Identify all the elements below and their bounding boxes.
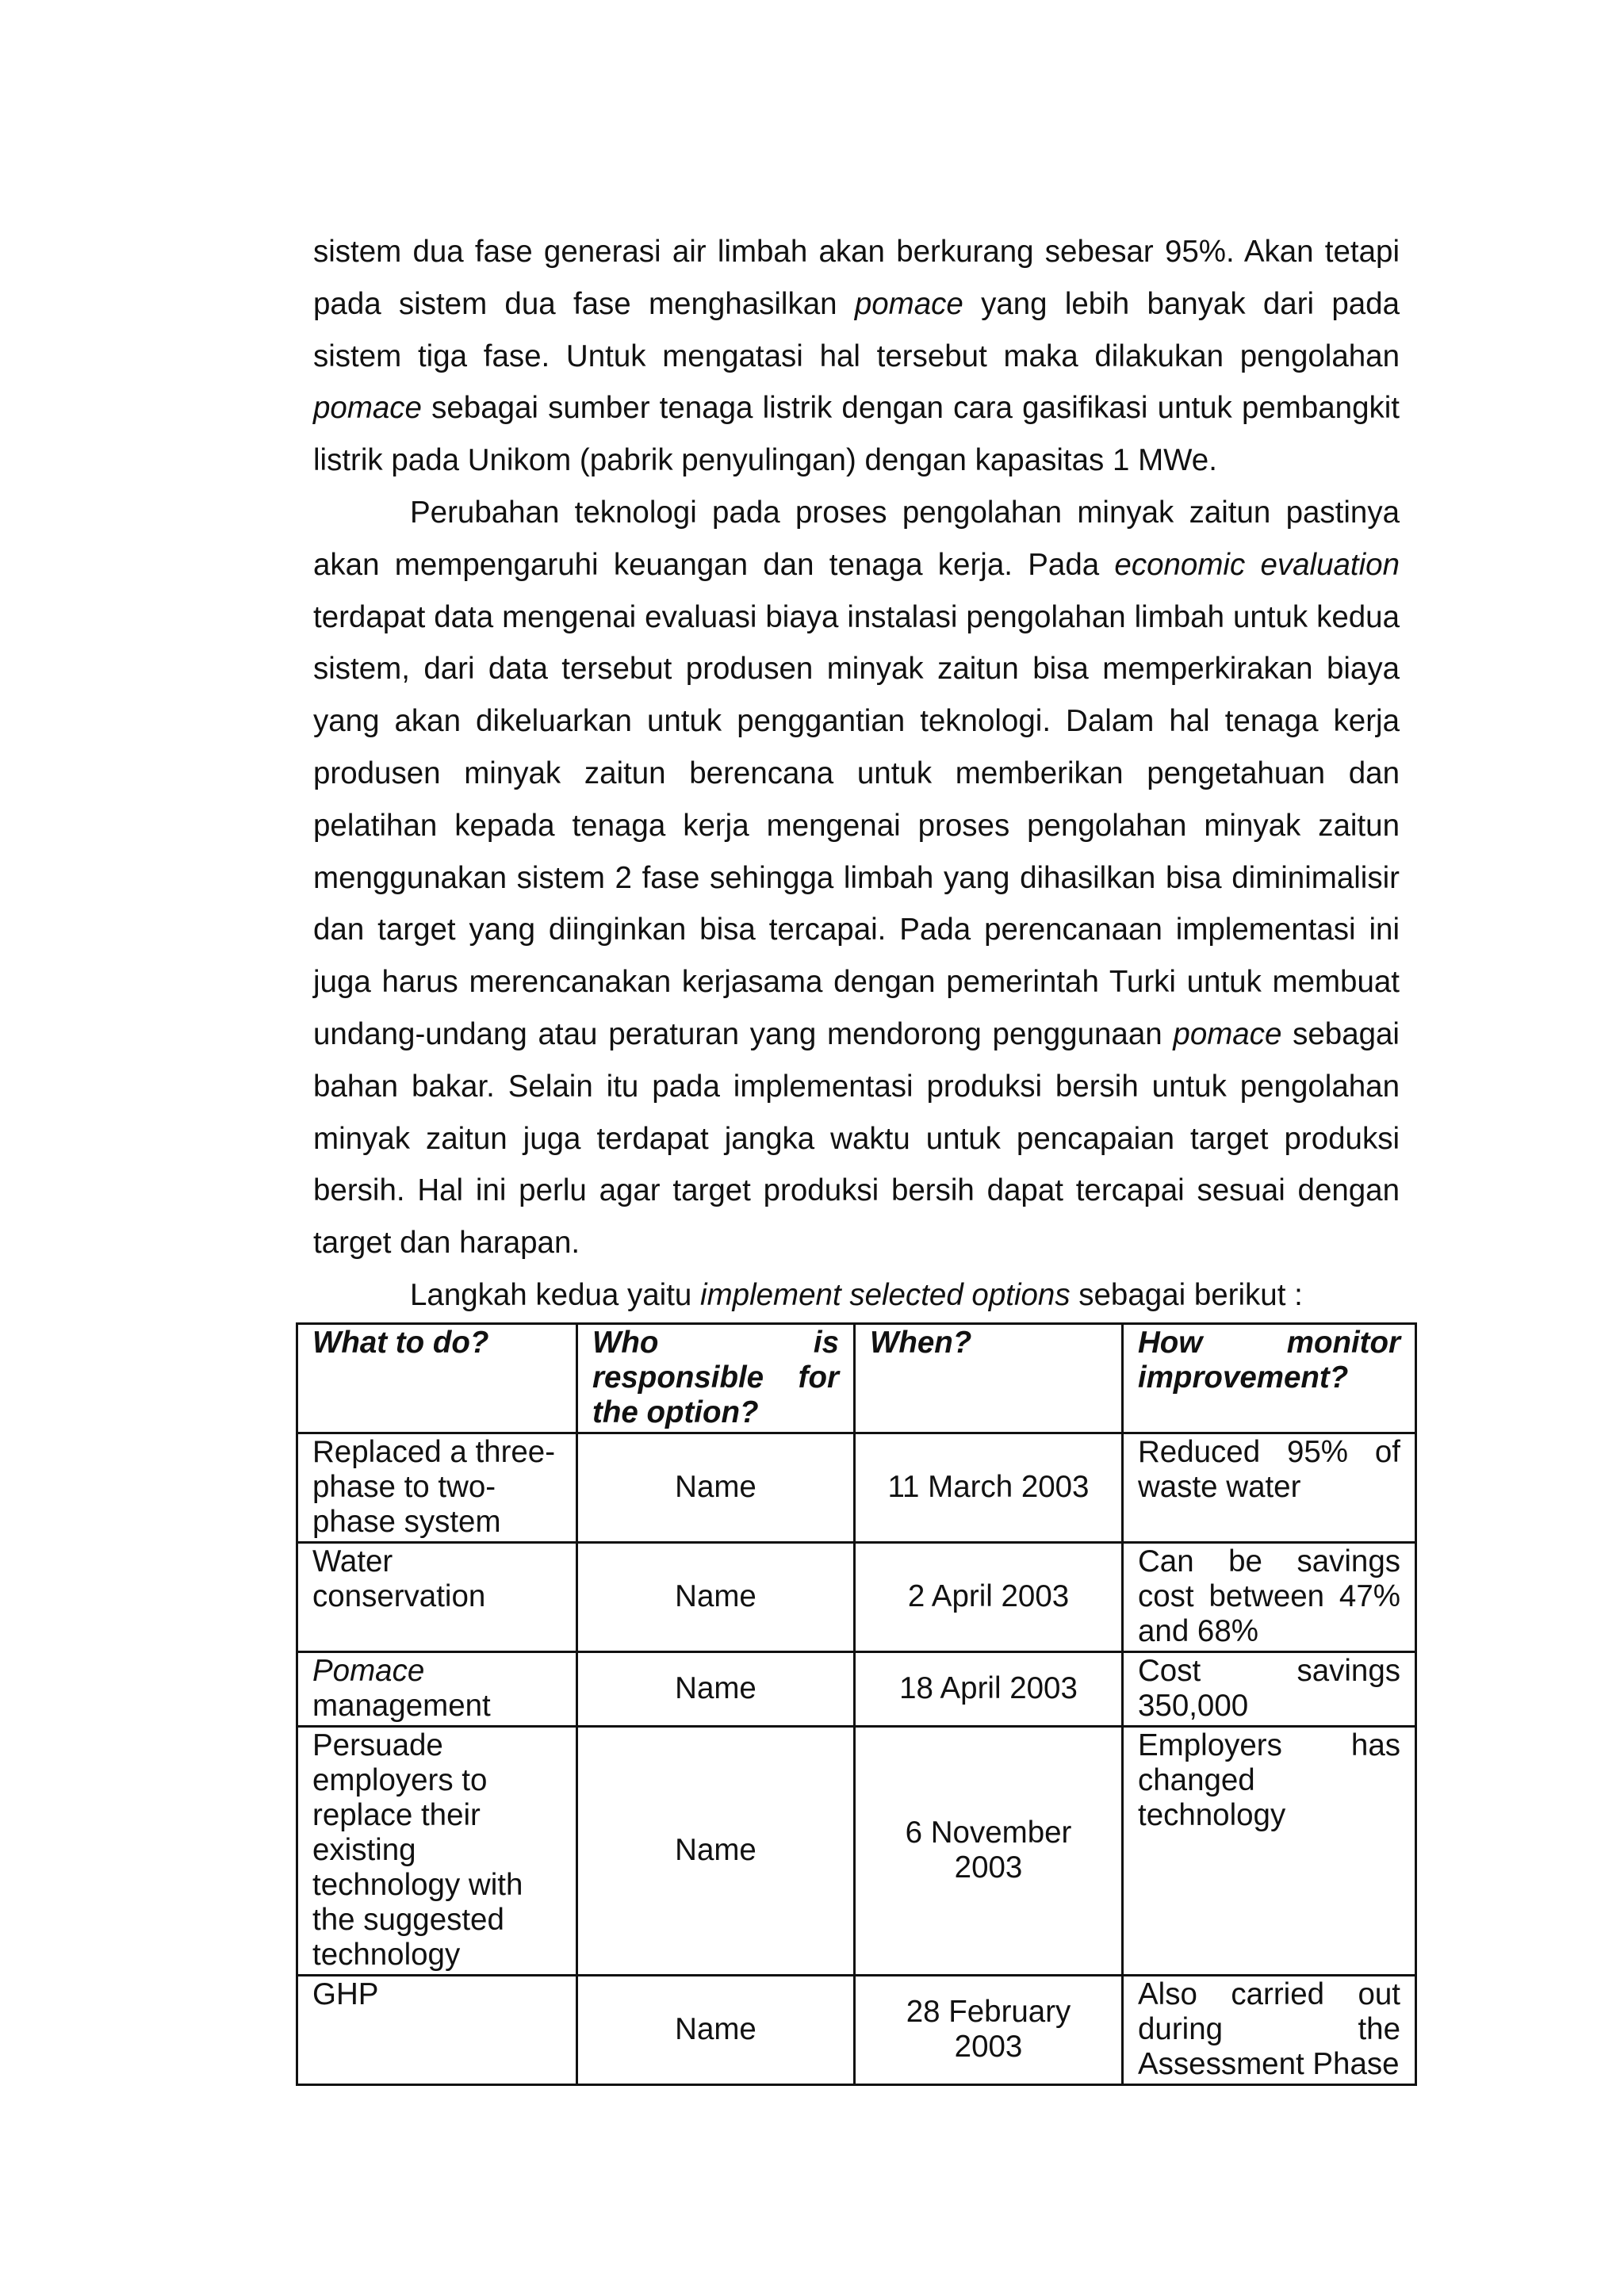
header-what: What to do?: [297, 1324, 577, 1433]
paragraph-2: [313, 487, 1400, 1269]
text-run: sebagai berikut :: [1070, 1277, 1303, 1312]
text-run: management: [312, 1689, 491, 1723]
cell-when: 2 April 2003: [855, 1543, 1123, 1652]
text-run: yang lebih banyak dari pada sistem tiga fase. Untuk mengatasi hal tersebut maka dilakukan pengolahan: [313, 286, 1400, 373]
cell-what: [297, 1652, 577, 1727]
italic-term: implement selected options: [700, 1277, 1071, 1312]
header-how: How monitor improvement?: [1123, 1324, 1416, 1433]
table-intro: [313, 1269, 1400, 1322]
table-header-row: [297, 1324, 1416, 1433]
cell-when: 11 March 2003: [855, 1433, 1123, 1543]
italic-term: pomace: [313, 391, 422, 426]
text-run: terdapat data mengenai evaluasi biaya instalasi pengolahan limbah untuk kedua sistem, dari data tersebut produsen minyak zaitun bisa memperkirakan biaya yang akan dikeluarkan untuk penggantian teknologi. Dalam hal tenaga kerja produsen minyak zaitun berencana untuk memberikan pengetahuan dan pelatihan kepada tenaga kerja mengenai proses pengolahan minyak zaitun menggunakan sistem 2 fase sehingga limbah yang dihasilkan bisa diminimalisir dan target yang diinginkan bisa tercapai. Pada perencanaan implementasi ini juga harus merencanakan kerjasama dengan pemerintah Turki untuk membuat undang-undang atau peraturan yang mendorong penggunaan: [313, 599, 1400, 1051]
cell-what: Replaced a three-phase to two-phase system: [297, 1433, 577, 1543]
table-row: [297, 1652, 1416, 1727]
cell-who: Name: [577, 1543, 855, 1652]
text-run: sebagai bahan bakar. Selain itu pada implementasi produksi bersih untuk pengolahan minyak zaitun juga terdapat jangka waktu untuk pencapaian target produksi bersih. Hal ini perlu agar target produksi bersih dapat tercapai sesuai dengan target dan harapan.: [313, 1016, 1400, 1261]
cell-when: 6 November 2003: [855, 1727, 1123, 1976]
text-run: Perubahan teknologi pada proses pengolahan minyak zaitun pastinya akan mempengaruhi keuangan dan tenaga kerja. Pada: [313, 495, 1400, 582]
cell-when: 28 February 2003: [855, 1976, 1123, 2085]
cell-what: Water conservation: [297, 1543, 577, 1652]
page-body: [313, 226, 1400, 1322]
header-when: When?: [855, 1324, 1123, 1433]
cell-who: Name: [577, 1976, 855, 2085]
paragraph-1: [313, 226, 1400, 487]
cell-how: Reduced 95% of waste water: [1123, 1433, 1416, 1543]
implementation-table: [296, 1322, 1417, 2086]
text-run: sistem dua fase generasi air limbah akan berkurang sebesar 95%. Akan tetapi pada sistem dua fase menghasilkan: [313, 235, 1400, 321]
cell-who: Name: [577, 1727, 855, 1976]
cell-what: GHP: [297, 1976, 577, 2085]
cell-how: Can be savings cost between 47% and 68%: [1123, 1543, 1416, 1652]
cell-how: Employers has changed technology: [1123, 1727, 1416, 1976]
text-run: Langkah kedua yaitu: [410, 1277, 701, 1312]
table-row: [297, 1976, 1416, 2085]
cell-what: Persuade employers to replace their existing technology with the suggested technology: [297, 1727, 577, 1976]
italic-term: pomace: [1173, 1016, 1282, 1051]
cell-who: Name: [577, 1652, 855, 1727]
header-who: Who is responsible for the option?: [577, 1324, 855, 1433]
table-row: [297, 1433, 1416, 1543]
cell-how: Also carried out during the Assessment Phase: [1123, 1976, 1416, 2085]
cell-when: 18 April 2003: [855, 1652, 1123, 1727]
italic-term: Pomace: [312, 1654, 425, 1688]
text-run: sebagai sumber tenaga listrik dengan cara gasifikasi untuk pembangkit listrik pada Unikom (pabrik penyulingan) dengan kapasitas 1 MWe.: [313, 391, 1400, 478]
italic-term: economic evaluation: [1114, 547, 1400, 582]
cell-how: Cost savings 350,000: [1123, 1652, 1416, 1727]
table-row: [297, 1543, 1416, 1652]
table-row: [297, 1727, 1416, 1976]
cell-who: Name: [577, 1433, 855, 1543]
italic-term: pomace: [854, 286, 963, 321]
